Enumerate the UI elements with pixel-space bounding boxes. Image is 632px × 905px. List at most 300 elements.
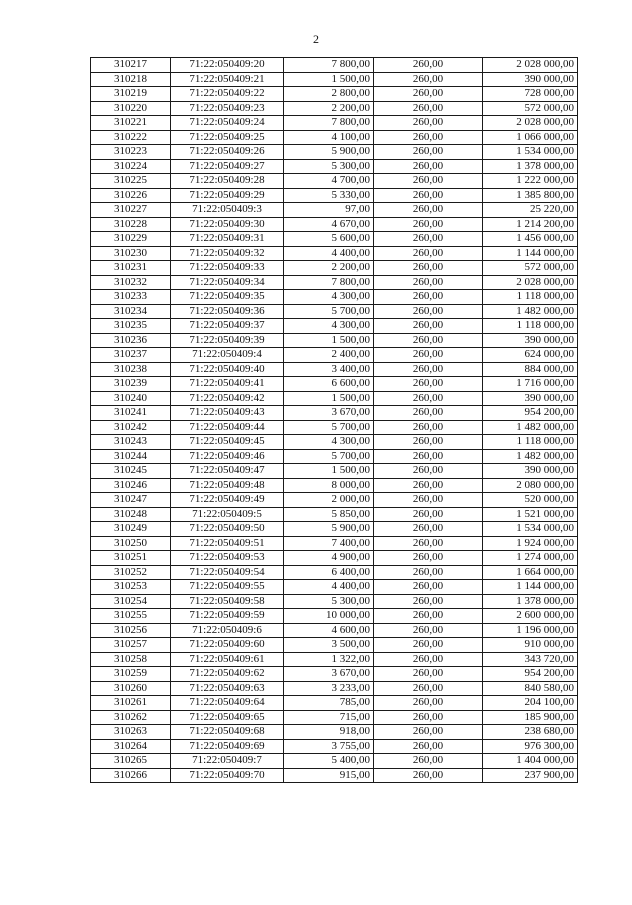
cadastral-number-cell: 71:22:050409:46 (171, 449, 284, 464)
total-value-cell: 1 404 000,00 (483, 754, 578, 769)
total-value-cell: 840 580,00 (483, 681, 578, 696)
area-cell: 2 200,00 (284, 261, 374, 276)
row-number-cell: 310244 (91, 449, 171, 464)
rate-cell: 260,00 (374, 420, 483, 435)
rate-cell: 260,00 (374, 159, 483, 174)
table-row (91, 768, 578, 783)
total-value-cell: 1 144 000,00 (483, 580, 578, 595)
table-row (91, 246, 578, 261)
cadastral-number-cell: 71:22:050409:26 (171, 145, 284, 160)
table-row (91, 159, 578, 174)
rate-cell: 260,00 (374, 101, 483, 116)
table-row (91, 377, 578, 392)
total-value-cell: 185 900,00 (483, 710, 578, 725)
rate-cell: 260,00 (374, 232, 483, 247)
total-value-cell: 1 144 000,00 (483, 246, 578, 261)
total-value-cell: 390 000,00 (483, 464, 578, 479)
rate-cell: 260,00 (374, 754, 483, 769)
cadastral-number-cell: 71:22:050409:22 (171, 87, 284, 102)
row-number-cell: 310247 (91, 493, 171, 508)
area-cell: 3 400,00 (284, 362, 374, 377)
rate-cell: 260,00 (374, 696, 483, 711)
row-number-cell: 310239 (91, 377, 171, 392)
rate-cell: 260,00 (374, 304, 483, 319)
row-number-cell: 310261 (91, 696, 171, 711)
rate-cell: 260,00 (374, 536, 483, 551)
cadastral-number-cell: 71:22:050409:42 (171, 391, 284, 406)
rate-cell: 260,00 (374, 768, 483, 783)
cadastral-number-cell: 71:22:050409:69 (171, 739, 284, 754)
cadastral-number-cell: 71:22:050409:58 (171, 594, 284, 609)
table-row (91, 435, 578, 450)
cadastral-number-cell: 71:22:050409:54 (171, 565, 284, 580)
cadastral-number-cell: 71:22:050409:49 (171, 493, 284, 508)
area-cell: 3 233,00 (284, 681, 374, 696)
total-value-cell: 1 378 000,00 (483, 594, 578, 609)
rate-cell: 260,00 (374, 522, 483, 537)
table-row (91, 710, 578, 725)
area-cell: 4 900,00 (284, 551, 374, 566)
row-number-cell: 310227 (91, 203, 171, 218)
area-cell: 7 800,00 (284, 58, 374, 73)
row-number-cell: 310243 (91, 435, 171, 450)
table-row (91, 348, 578, 363)
rate-cell: 260,00 (374, 594, 483, 609)
table-row (91, 493, 578, 508)
cadastral-number-cell: 71:22:050409:53 (171, 551, 284, 566)
total-value-cell: 1 534 000,00 (483, 145, 578, 160)
rate-cell: 260,00 (374, 130, 483, 145)
area-cell: 5 600,00 (284, 232, 374, 247)
rate-cell: 260,00 (374, 507, 483, 522)
area-cell: 5 700,00 (284, 304, 374, 319)
area-cell: 5 900,00 (284, 145, 374, 160)
table-row (91, 580, 578, 595)
cadastral-number-cell: 71:22:050409:24 (171, 116, 284, 131)
row-number-cell: 310222 (91, 130, 171, 145)
row-number-cell: 310262 (91, 710, 171, 725)
area-cell: 5 300,00 (284, 594, 374, 609)
area-cell: 2 400,00 (284, 348, 374, 363)
total-value-cell: 572 000,00 (483, 261, 578, 276)
area-cell: 5 900,00 (284, 522, 374, 537)
total-value-cell: 1 378 000,00 (483, 159, 578, 174)
table-row (91, 609, 578, 624)
cadastral-number-cell: 71:22:050409:23 (171, 101, 284, 116)
cadastral-number-cell: 71:22:050409:29 (171, 188, 284, 203)
cadastral-number-cell: 71:22:050409:45 (171, 435, 284, 450)
row-number-cell: 310257 (91, 638, 171, 653)
area-cell: 8 000,00 (284, 478, 374, 493)
cadastral-number-cell: 71:22:050409:51 (171, 536, 284, 551)
cadastral-number-cell: 71:22:050409:30 (171, 217, 284, 232)
table-row (91, 101, 578, 116)
cadastral-number-cell: 71:22:050409:5 (171, 507, 284, 522)
rate-cell: 260,00 (374, 652, 483, 667)
rate-cell: 260,00 (374, 681, 483, 696)
row-number-cell: 310219 (91, 87, 171, 102)
table-row (91, 188, 578, 203)
cadastral-number-cell: 71:22:050409:28 (171, 174, 284, 189)
row-number-cell: 310218 (91, 72, 171, 87)
area-cell: 7 800,00 (284, 275, 374, 290)
table-row (91, 536, 578, 551)
cadastral-number-cell: 71:22:050409:25 (171, 130, 284, 145)
cadastral-number-cell: 71:22:050409:37 (171, 319, 284, 334)
area-cell: 1 500,00 (284, 72, 374, 87)
total-value-cell: 520 000,00 (483, 493, 578, 508)
row-number-cell: 310226 (91, 188, 171, 203)
row-number-cell: 310242 (91, 420, 171, 435)
area-cell: 97,00 (284, 203, 374, 218)
area-cell: 5 850,00 (284, 507, 374, 522)
land-parcel-table (90, 57, 578, 783)
area-cell: 7 400,00 (284, 536, 374, 551)
total-value-cell: 728 000,00 (483, 87, 578, 102)
total-value-cell: 1 222 000,00 (483, 174, 578, 189)
cadastral-number-cell: 71:22:050409:27 (171, 159, 284, 174)
rate-cell: 260,00 (374, 290, 483, 305)
total-value-cell: 1 274 000,00 (483, 551, 578, 566)
rate-cell: 260,00 (374, 580, 483, 595)
row-number-cell: 310264 (91, 739, 171, 754)
area-cell: 4 300,00 (284, 319, 374, 334)
table-row (91, 130, 578, 145)
rate-cell: 260,00 (374, 406, 483, 421)
total-value-cell: 624 000,00 (483, 348, 578, 363)
cadastral-number-cell: 71:22:050409:48 (171, 478, 284, 493)
rate-cell: 260,00 (374, 667, 483, 682)
area-cell: 715,00 (284, 710, 374, 725)
table-row (91, 290, 578, 305)
table-row (91, 87, 578, 102)
row-number-cell: 310230 (91, 246, 171, 261)
row-number-cell: 310253 (91, 580, 171, 595)
table-row (91, 116, 578, 131)
total-value-cell: 1 716 000,00 (483, 377, 578, 392)
table-row (91, 391, 578, 406)
row-number-cell: 310263 (91, 725, 171, 740)
table-row (91, 449, 578, 464)
table-row (91, 681, 578, 696)
cadastral-number-cell: 71:22:050409:3 (171, 203, 284, 218)
row-number-cell: 310233 (91, 290, 171, 305)
area-cell: 4 100,00 (284, 130, 374, 145)
total-value-cell: 204 100,00 (483, 696, 578, 711)
rate-cell: 260,00 (374, 739, 483, 754)
total-value-cell: 343 720,00 (483, 652, 578, 667)
rate-cell: 260,00 (374, 188, 483, 203)
area-cell: 6 400,00 (284, 565, 374, 580)
table-row (91, 333, 578, 348)
area-cell: 2 800,00 (284, 87, 374, 102)
total-value-cell: 2 600 000,00 (483, 609, 578, 624)
rate-cell: 260,00 (374, 449, 483, 464)
rate-cell: 260,00 (374, 609, 483, 624)
rate-cell: 260,00 (374, 638, 483, 653)
rate-cell: 260,00 (374, 261, 483, 276)
row-number-cell: 310221 (91, 116, 171, 131)
row-number-cell: 310255 (91, 609, 171, 624)
area-cell: 6 600,00 (284, 377, 374, 392)
total-value-cell: 1 482 000,00 (483, 449, 578, 464)
row-number-cell: 310245 (91, 464, 171, 479)
total-value-cell: 1 118 000,00 (483, 435, 578, 450)
rate-cell: 260,00 (374, 174, 483, 189)
row-number-cell: 310236 (91, 333, 171, 348)
table-row (91, 232, 578, 247)
total-value-cell: 2 080 000,00 (483, 478, 578, 493)
rate-cell: 260,00 (374, 58, 483, 73)
row-number-cell: 310258 (91, 652, 171, 667)
row-number-cell: 310231 (91, 261, 171, 276)
row-number-cell: 310265 (91, 754, 171, 769)
total-value-cell: 1 456 000,00 (483, 232, 578, 247)
total-value-cell: 954 200,00 (483, 406, 578, 421)
page-number: 2 (313, 32, 319, 46)
total-value-cell: 910 000,00 (483, 638, 578, 653)
area-cell: 3 670,00 (284, 667, 374, 682)
cadastral-number-cell: 71:22:050409:50 (171, 522, 284, 537)
rate-cell: 260,00 (374, 145, 483, 160)
rate-cell: 260,00 (374, 565, 483, 580)
rate-cell: 260,00 (374, 435, 483, 450)
rate-cell: 260,00 (374, 362, 483, 377)
rate-cell: 260,00 (374, 623, 483, 638)
cadastral-number-cell: 71:22:050409:39 (171, 333, 284, 348)
row-number-cell: 310251 (91, 551, 171, 566)
total-value-cell: 1 664 000,00 (483, 565, 578, 580)
area-cell: 3 755,00 (284, 739, 374, 754)
table-row (91, 754, 578, 769)
total-value-cell: 390 000,00 (483, 333, 578, 348)
table-row (91, 565, 578, 580)
rate-cell: 260,00 (374, 116, 483, 131)
cadastral-number-cell: 71:22:050409:34 (171, 275, 284, 290)
area-cell: 5 330,00 (284, 188, 374, 203)
total-value-cell: 1 534 000,00 (483, 522, 578, 537)
table-body (91, 58, 578, 783)
rate-cell: 260,00 (374, 72, 483, 87)
total-value-cell: 238 680,00 (483, 725, 578, 740)
area-cell: 2 200,00 (284, 101, 374, 116)
row-number-cell: 310248 (91, 507, 171, 522)
rate-cell: 260,00 (374, 87, 483, 102)
total-value-cell: 1 521 000,00 (483, 507, 578, 522)
row-number-cell: 310250 (91, 536, 171, 551)
cadastral-number-cell: 71:22:050409:47 (171, 464, 284, 479)
cadastral-number-cell: 71:22:050409:20 (171, 58, 284, 73)
row-number-cell: 310259 (91, 667, 171, 682)
rate-cell: 260,00 (374, 217, 483, 232)
total-value-cell: 237 900,00 (483, 768, 578, 783)
cadastral-number-cell: 71:22:050409:55 (171, 580, 284, 595)
table-row (91, 696, 578, 711)
rate-cell: 260,00 (374, 710, 483, 725)
row-number-cell: 310256 (91, 623, 171, 638)
total-value-cell: 390 000,00 (483, 391, 578, 406)
total-value-cell: 2 028 000,00 (483, 58, 578, 73)
row-number-cell: 310241 (91, 406, 171, 421)
cadastral-number-cell: 71:22:050409:65 (171, 710, 284, 725)
total-value-cell: 1 482 000,00 (483, 420, 578, 435)
area-cell: 4 670,00 (284, 217, 374, 232)
area-cell: 5 700,00 (284, 420, 374, 435)
table-row (91, 623, 578, 638)
area-cell: 918,00 (284, 725, 374, 740)
rate-cell: 260,00 (374, 391, 483, 406)
cadastral-number-cell: 71:22:050409:40 (171, 362, 284, 377)
row-number-cell: 310246 (91, 478, 171, 493)
rate-cell: 260,00 (374, 493, 483, 508)
table-row (91, 203, 578, 218)
row-number-cell: 310252 (91, 565, 171, 580)
table-row (91, 362, 578, 377)
area-cell: 4 300,00 (284, 435, 374, 450)
cadastral-number-cell: 71:22:050409:64 (171, 696, 284, 711)
cadastral-number-cell: 71:22:050409:33 (171, 261, 284, 276)
area-cell: 4 700,00 (284, 174, 374, 189)
row-number-cell: 310235 (91, 319, 171, 334)
area-cell: 2 000,00 (284, 493, 374, 508)
table-row (91, 420, 578, 435)
area-cell: 1 500,00 (284, 391, 374, 406)
row-number-cell: 310254 (91, 594, 171, 609)
total-value-cell: 884 000,00 (483, 362, 578, 377)
area-cell: 7 800,00 (284, 116, 374, 131)
table-row (91, 464, 578, 479)
rate-cell: 260,00 (374, 333, 483, 348)
area-cell: 4 400,00 (284, 580, 374, 595)
row-number-cell: 310225 (91, 174, 171, 189)
total-value-cell: 1 118 000,00 (483, 290, 578, 305)
table-row (91, 304, 578, 319)
row-number-cell: 310217 (91, 58, 171, 73)
rate-cell: 260,00 (374, 551, 483, 566)
cadastral-number-cell: 71:22:050409:68 (171, 725, 284, 740)
total-value-cell: 1 482 000,00 (483, 304, 578, 319)
rate-cell: 260,00 (374, 319, 483, 334)
cadastral-number-cell: 71:22:050409:60 (171, 638, 284, 653)
table-row (91, 217, 578, 232)
rate-cell: 260,00 (374, 246, 483, 261)
area-cell: 1 322,00 (284, 652, 374, 667)
total-value-cell: 25 220,00 (483, 203, 578, 218)
table-row (91, 145, 578, 160)
table-row (91, 725, 578, 740)
row-number-cell: 310260 (91, 681, 171, 696)
area-cell: 915,00 (284, 768, 374, 783)
table-row (91, 551, 578, 566)
total-value-cell: 572 000,00 (483, 101, 578, 116)
row-number-cell: 310240 (91, 391, 171, 406)
cadastral-number-cell: 71:22:050409:21 (171, 72, 284, 87)
table-row (91, 58, 578, 73)
row-number-cell: 310238 (91, 362, 171, 377)
total-value-cell: 1 118 000,00 (483, 319, 578, 334)
cadastral-number-cell: 71:22:050409:4 (171, 348, 284, 363)
cadastral-number-cell: 71:22:050409:36 (171, 304, 284, 319)
table-row (91, 319, 578, 334)
rate-cell: 260,00 (374, 725, 483, 740)
row-number-cell: 310249 (91, 522, 171, 537)
row-number-cell: 310220 (91, 101, 171, 116)
total-value-cell: 1 214 200,00 (483, 217, 578, 232)
cadastral-number-cell: 71:22:050409:62 (171, 667, 284, 682)
total-value-cell: 1 196 000,00 (483, 623, 578, 638)
area-cell: 5 400,00 (284, 754, 374, 769)
row-number-cell: 310228 (91, 217, 171, 232)
table-row (91, 652, 578, 667)
row-number-cell: 310224 (91, 159, 171, 174)
table-row (91, 522, 578, 537)
rate-cell: 260,00 (374, 464, 483, 479)
area-cell: 3 500,00 (284, 638, 374, 653)
row-number-cell: 310234 (91, 304, 171, 319)
rate-cell: 260,00 (374, 377, 483, 392)
cadastral-number-cell: 71:22:050409:43 (171, 406, 284, 421)
table-row (91, 261, 578, 276)
cadastral-number-cell: 71:22:050409:63 (171, 681, 284, 696)
table-row (91, 507, 578, 522)
cadastral-number-cell: 71:22:050409:61 (171, 652, 284, 667)
row-number-cell: 310223 (91, 145, 171, 160)
table-row (91, 406, 578, 421)
total-value-cell: 1 924 000,00 (483, 536, 578, 551)
table-row (91, 174, 578, 189)
table-row (91, 739, 578, 754)
table-row (91, 478, 578, 493)
area-cell: 5 300,00 (284, 159, 374, 174)
row-number-cell: 310237 (91, 348, 171, 363)
cadastral-number-cell: 71:22:050409:59 (171, 609, 284, 624)
rate-cell: 260,00 (374, 203, 483, 218)
total-value-cell: 976 300,00 (483, 739, 578, 754)
cadastral-number-cell: 71:22:050409:32 (171, 246, 284, 261)
row-number-cell: 310232 (91, 275, 171, 290)
total-value-cell: 1 066 000,00 (483, 130, 578, 145)
rate-cell: 260,00 (374, 275, 483, 290)
row-number-cell: 310266 (91, 768, 171, 783)
total-value-cell: 1 385 800,00 (483, 188, 578, 203)
area-cell: 1 500,00 (284, 464, 374, 479)
area-cell: 4 300,00 (284, 290, 374, 305)
area-cell: 4 600,00 (284, 623, 374, 638)
area-cell: 10 000,00 (284, 609, 374, 624)
table-row (91, 667, 578, 682)
area-cell: 5 700,00 (284, 449, 374, 464)
area-cell: 4 400,00 (284, 246, 374, 261)
cadastral-number-cell: 71:22:050409:6 (171, 623, 284, 638)
total-value-cell: 390 000,00 (483, 72, 578, 87)
table-row (91, 638, 578, 653)
area-cell: 3 670,00 (284, 406, 374, 421)
total-value-cell: 954 200,00 (483, 667, 578, 682)
rate-cell: 260,00 (374, 478, 483, 493)
cadastral-number-cell: 71:22:050409:41 (171, 377, 284, 392)
rate-cell: 260,00 (374, 348, 483, 363)
area-cell: 785,00 (284, 696, 374, 711)
table-row (91, 275, 578, 290)
cadastral-number-cell: 71:22:050409:31 (171, 232, 284, 247)
row-number-cell: 310229 (91, 232, 171, 247)
cadastral-number-cell: 71:22:050409:44 (171, 420, 284, 435)
cadastral-number-cell: 71:22:050409:35 (171, 290, 284, 305)
total-value-cell: 2 028 000,00 (483, 275, 578, 290)
table-row (91, 72, 578, 87)
cadastral-number-cell: 71:22:050409:70 (171, 768, 284, 783)
total-value-cell: 2 028 000,00 (483, 116, 578, 131)
